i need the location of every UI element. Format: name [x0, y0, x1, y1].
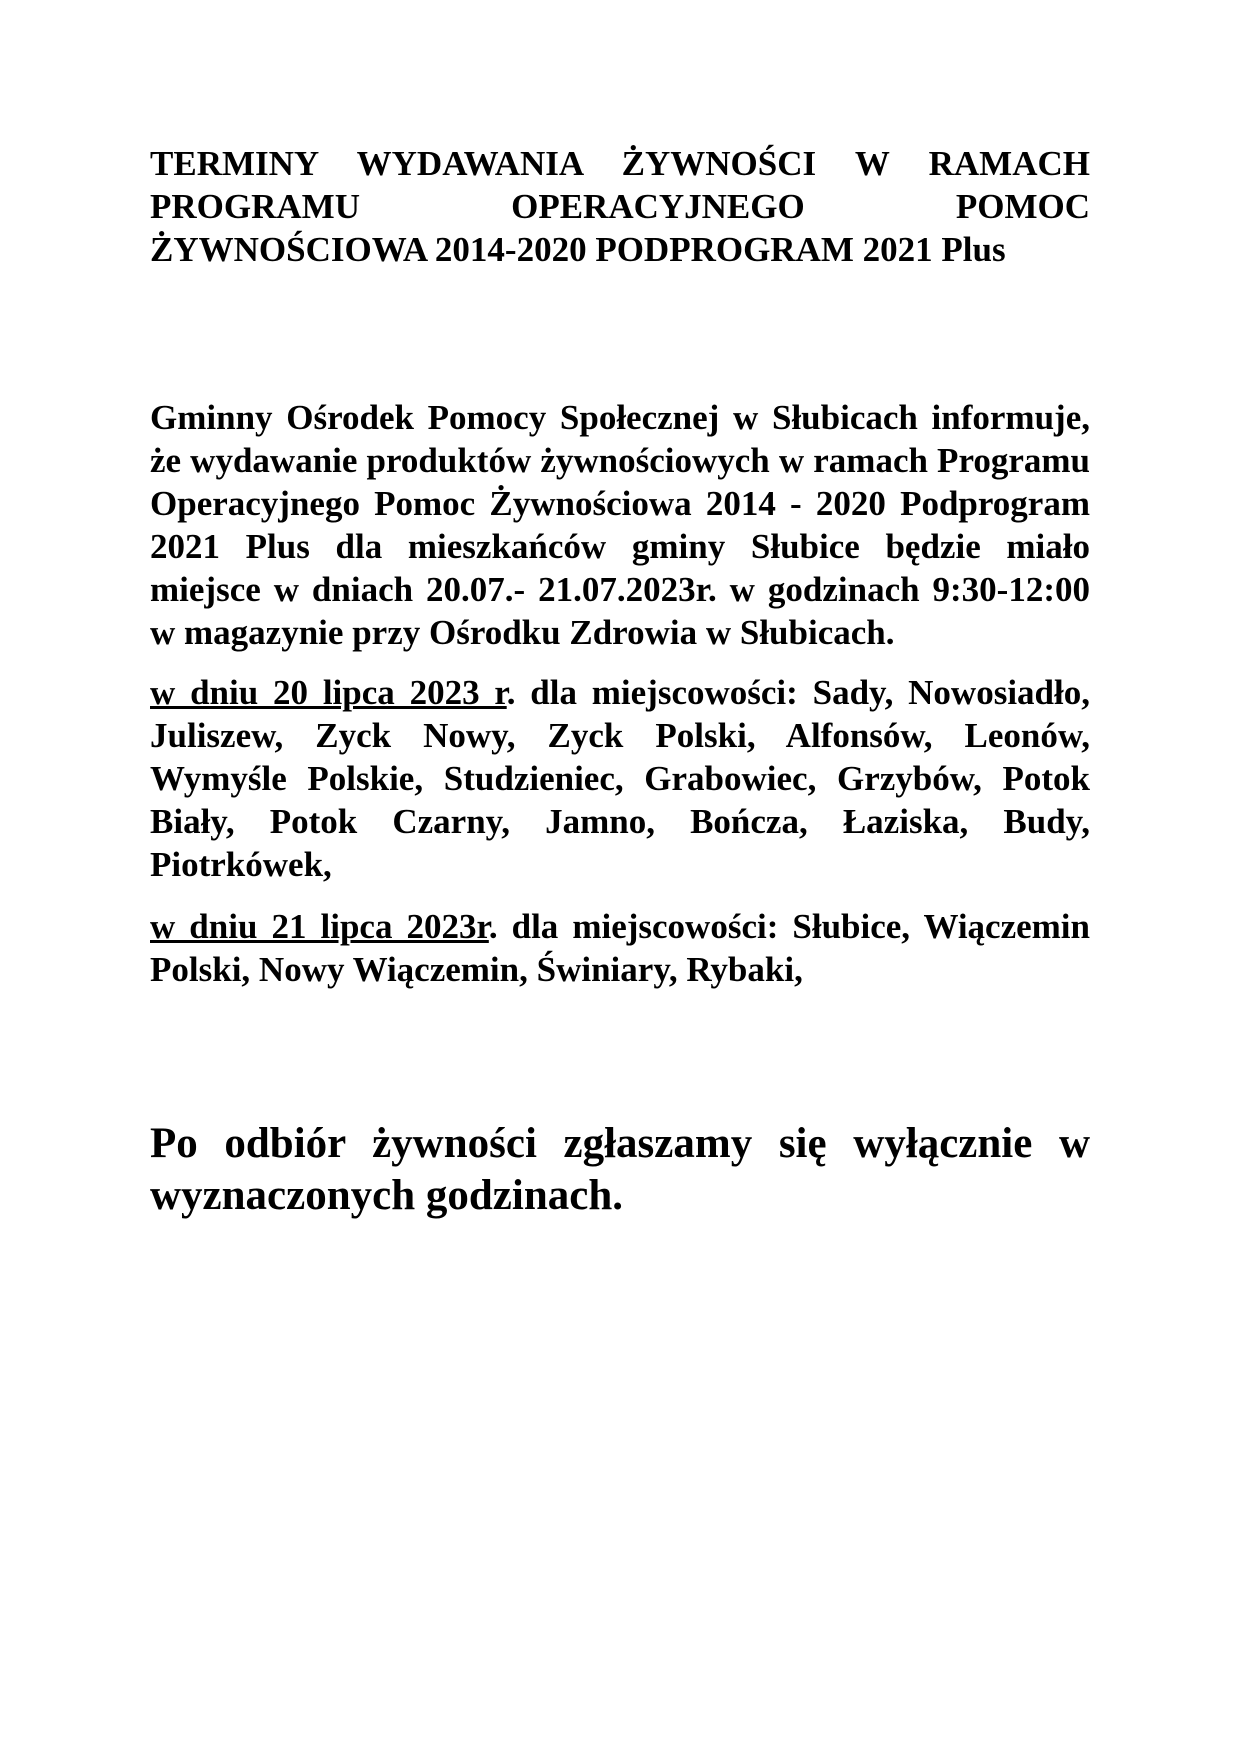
intro-paragraph: Gminny Ośrodek Pomocy Społecznej w Słubicach informuje, że wydawanie produktów żywnościowych w ramach Programu Operacyjnego Pomoc Żywnościowa 2014 - 2020 Podprogram 2021 Plus dla mieszkańców gminy Słubice będzie miało miejsce w dniach 20.07.- 21.07.2023r. w godzinach 9:30-12:00 w magazynie przy Ośrodku Zdrowia w Słubicach. — [150, 398, 1090, 652]
schedule-day-2 — [150, 905, 1090, 991]
document-title: TERMINY WYDAWANIA ŻYWNOŚCI W RAMACH PROGRAMU OPERACYJNEGO POMOC ŻYWNOŚCIOWA 2014-2020 PODPROGRAM 2021 Plus — [150, 144, 1090, 269]
schedule-day-1-places: . dla miejscowości: Sady, Nowosiadło, Juliszew, Zyck Nowy, Zyck Polski, Alfonsów, Leonów, Wymyśle Polskie, Studzieniec, Grabowiec, Grzybów, Potok Biały, Potok Czarny, Jamno, Bończa, Łaziska, Budy, Piotrkówek, — [150, 673, 1090, 884]
schedule-day-1-date: w dniu 20 lipca 2023 r — [150, 673, 507, 712]
schedule-day-2-date: w dniu 21 lipca 2023r — [150, 907, 489, 946]
schedule-day-2-places: . dla miejscowości: Słubice, Wiączemin Polski, Nowy Wiączemin, Świniary, Rybaki, — [150, 907, 1090, 989]
document-content — [150, 142, 1090, 1222]
closing-note: Po odbiór żywności zgłaszamy się wyłącznie w wyznaczonych godzinach. — [150, 1120, 1090, 1219]
schedule-day-1 — [150, 671, 1090, 886]
